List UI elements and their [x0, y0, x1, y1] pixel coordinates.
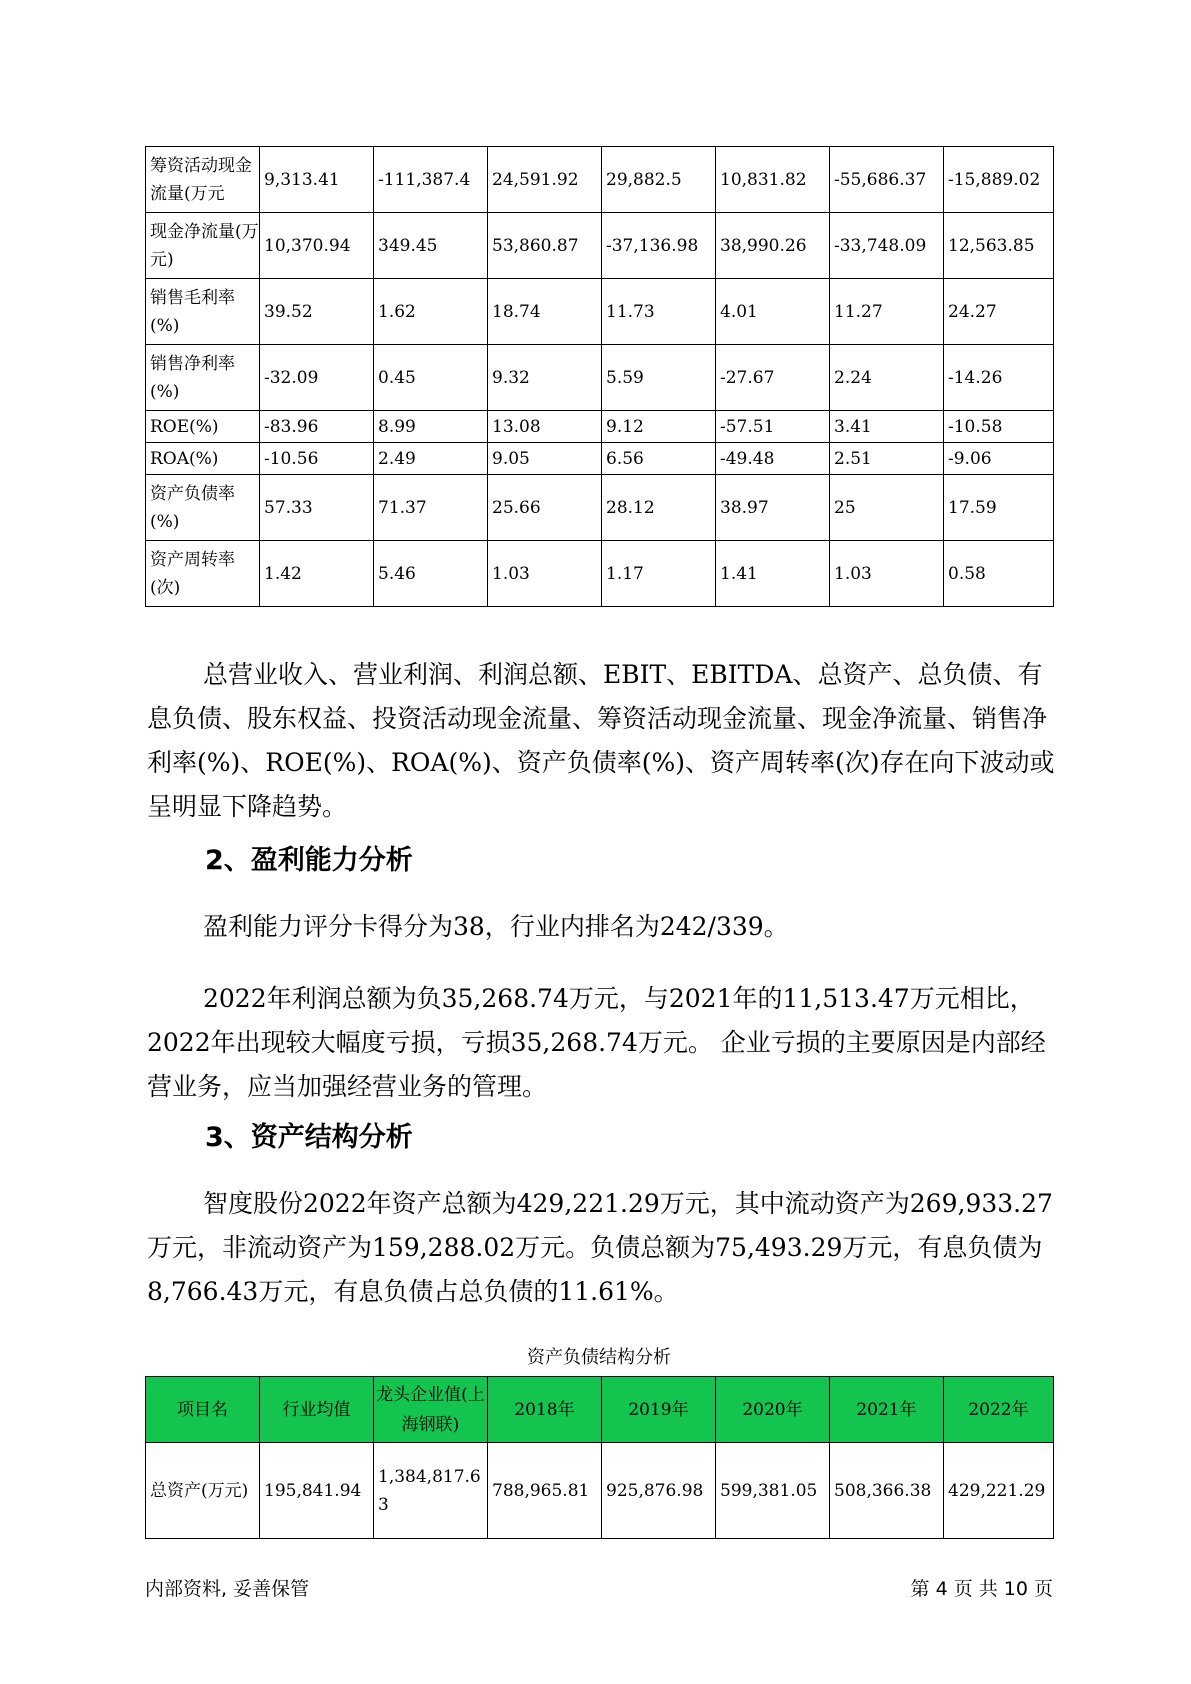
table-cell: 12,563.85	[944, 213, 1054, 279]
row-label: ROE(%)	[146, 411, 260, 443]
table-cell: -32.09	[260, 345, 374, 411]
table-cell: 1.62	[374, 279, 488, 345]
table-caption: 资产负债结构分析	[527, 1347, 671, 1368]
table-cell: -33,748.09	[830, 213, 944, 279]
table-cell: 599,381.05	[716, 1443, 830, 1539]
table-cell: 24.27	[944, 279, 1054, 345]
table-row	[146, 541, 1054, 607]
table-cell: 11.73	[602, 279, 716, 345]
column-header: 2020年	[716, 1377, 830, 1443]
header-row	[146, 1377, 1054, 1443]
table-cell: 17.59	[944, 475, 1054, 541]
section-3-heading: 3、资产结构分析	[205, 1122, 413, 1153]
table-cell: 9,313.41	[260, 147, 374, 213]
table-cell: -10.56	[260, 443, 374, 475]
column-header: 2018年	[488, 1377, 602, 1443]
row-label: 销售毛利率(%)	[146, 279, 260, 345]
table-cell: 2.24	[830, 345, 944, 411]
table-cell: 925,876.98	[602, 1443, 716, 1539]
table-row	[146, 411, 1054, 443]
table-cell: -55,686.37	[830, 147, 944, 213]
table-cell: -49.48	[716, 443, 830, 475]
table-cell: 28.12	[602, 475, 716, 541]
table-cell: 53,860.87	[488, 213, 602, 279]
column-header: 2021年	[830, 1377, 944, 1443]
footer-confidential-note: 内部资料, 妥善保管	[145, 1578, 310, 1600]
table-cell: -111,387.4	[374, 147, 488, 213]
column-header: 2019年	[602, 1377, 716, 1443]
table-cell: 429,221.29	[944, 1443, 1054, 1539]
table-cell: 1,384,817.63	[374, 1443, 488, 1539]
table-cell: 57.33	[260, 475, 374, 541]
table-cell: 9.05	[488, 443, 602, 475]
table-row	[146, 443, 1054, 475]
table-row	[146, 475, 1054, 541]
column-header: 龙头企业值(上海钢联)	[374, 1377, 488, 1443]
table-cell: 1.41	[716, 541, 830, 607]
table-cell: 508,366.38	[830, 1443, 944, 1539]
table-cell: 2.49	[374, 443, 488, 475]
summary-paragraph: 总营业收入、营业利润、利润总额、EBIT、EBITDA、总资产、总负债、有息负债、股东权益、投资活动现金流量、筹资活动现金流量、现金净流量、销售净利率(%)、ROE(%)、ROA(%)、资产负债率(%)、资产周转率(次)存在向下波动或呈明显下降趋势。	[147, 660, 1055, 821]
table-cell: 39.52	[260, 279, 374, 345]
row-label: 资产负债率(%)	[146, 475, 260, 541]
table-cell: 0.58	[944, 541, 1054, 607]
section-2-paragraph-2: 2022年利润总额为负35,268.74万元，与2021年的11,513.47万元相比，2022年出现较大幅度亏损，亏损35,268.74万元。 企业亏损的主要原因是内部经营业务，应当加强经营业务的管理。	[147, 984, 1046, 1101]
table-cell: 788,965.81	[488, 1443, 602, 1539]
table-cell: 5.46	[374, 541, 488, 607]
table-cell: 9.32	[488, 345, 602, 411]
table-cell: -9.06	[944, 443, 1054, 475]
financial-indicators-table	[145, 146, 1054, 607]
table-row	[146, 1443, 1054, 1539]
table-cell: 25	[830, 475, 944, 541]
table-cell: 3.41	[830, 411, 944, 443]
table-cell: 25.66	[488, 475, 602, 541]
table-cell: 1.17	[602, 541, 716, 607]
table-cell: 5.59	[602, 345, 716, 411]
table-cell: -37,136.98	[602, 213, 716, 279]
column-header: 项目名	[146, 1377, 260, 1443]
section-2-heading: 2、盈利能力分析	[205, 845, 413, 876]
table-cell: 4.01	[716, 279, 830, 345]
table-cell: -10.58	[944, 411, 1054, 443]
section-3-paragraph-1: 智度股份2022年资产总额为429,221.29万元，其中流动资产为269,933.27万元，非流动资产为159,288.02万元。负债总额为75,493.29万元，有息负债为8,766.43万元，有息负债占总负债的11.61%。	[147, 1189, 1053, 1306]
balance-structure-table	[145, 1376, 1054, 1539]
column-header: 行业均值	[260, 1377, 374, 1443]
row-label: 现金净流量(万元)	[146, 213, 260, 279]
table-cell: 29,882.5	[602, 147, 716, 213]
table-cell: 0.45	[374, 345, 488, 411]
table-cell: -27.67	[716, 345, 830, 411]
column-header: 2022年	[944, 1377, 1054, 1443]
table-cell: 1.03	[488, 541, 602, 607]
table-row	[146, 213, 1054, 279]
footer-page-number: 第 4 页 共 10 页	[910, 1578, 1053, 1600]
table-row	[146, 345, 1054, 411]
table-cell: -14.26	[944, 345, 1054, 411]
row-label: 资产周转率(次)	[146, 541, 260, 607]
table-cell: 10,370.94	[260, 213, 374, 279]
table-cell: 349.45	[374, 213, 488, 279]
row-label: 筹资活动现金流量(万元	[146, 147, 260, 213]
row-label: 销售净利率(%)	[146, 345, 260, 411]
table-cell: 8.99	[374, 411, 488, 443]
row-label: 总资产(万元)	[146, 1443, 260, 1539]
table-cell: 24,591.92	[488, 147, 602, 213]
table-cell: 71.37	[374, 475, 488, 541]
table-cell: 38.97	[716, 475, 830, 541]
table-cell: 9.12	[602, 411, 716, 443]
table-cell: -57.51	[716, 411, 830, 443]
table-cell: -83.96	[260, 411, 374, 443]
table-cell: 2.51	[830, 443, 944, 475]
table-cell: 18.74	[488, 279, 602, 345]
row-label: ROA(%)	[146, 443, 260, 475]
section-2-paragraph-1: 盈利能力评分卡得分为38，行业内排名为242/339。	[203, 912, 789, 941]
table-cell: 195,841.94	[260, 1443, 374, 1539]
table-cell: 6.56	[602, 443, 716, 475]
table-cell: 1.03	[830, 541, 944, 607]
table-cell: 10,831.82	[716, 147, 830, 213]
table-row	[146, 279, 1054, 345]
table-cell: 13.08	[488, 411, 602, 443]
table-cell: -15,889.02	[944, 147, 1054, 213]
table-cell: 11.27	[830, 279, 944, 345]
table-cell: 1.42	[260, 541, 374, 607]
table-row	[146, 147, 1054, 213]
table-cell: 38,990.26	[716, 213, 830, 279]
